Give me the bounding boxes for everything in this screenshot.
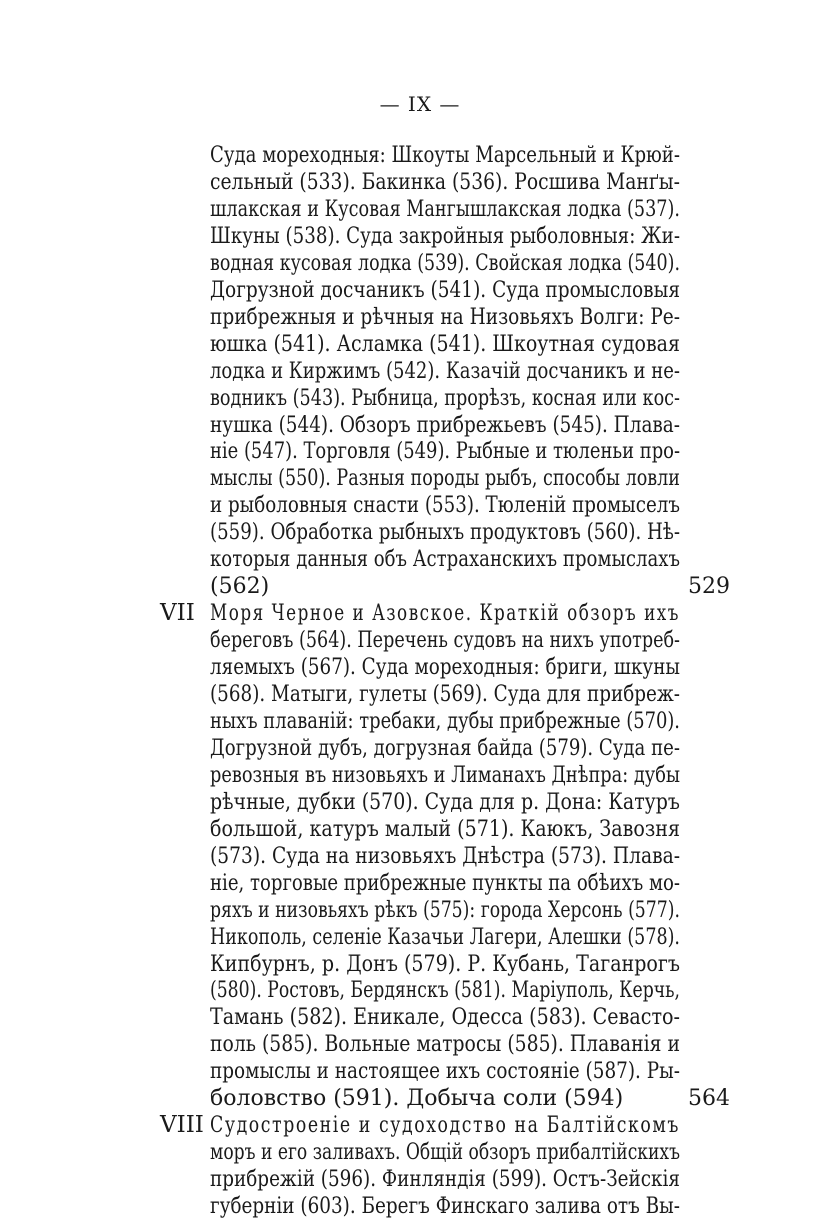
text-line: водная кусовая лодка (539). Свойская лодка (540). (210, 250, 680, 276)
text-line: сельный (533). Бакинка (536). Росшива Манґы- (210, 169, 680, 195)
text-line: рѣчные, дубки (570). Суда для р. Дона: Катуръ (210, 789, 680, 815)
text-line: нушка (544). Обзоръ прибрежьевъ (545). Плава- (210, 412, 680, 438)
text-line: Никополь, селеніе Казачьи Лагери, Алешки (578). (210, 924, 680, 950)
section-numeral-viii: VIII (160, 1112, 204, 1139)
text-line: Догрузной досчаникъ (541). Суда промысловыя (210, 277, 680, 303)
text-line: лодка и Киржимъ (542). Казачій досчаникъ и не- (210, 358, 680, 384)
text-line: юшка (541). Асламка (541). Шкоутная судовая (210, 331, 680, 357)
text-line: ряхъ и низовьяхъ рѣкъ (575): города Херсонь (577). (210, 897, 680, 923)
text-line: ніе, торговые прибрежные пункты па обѣихъ мо- (210, 870, 680, 896)
text-line: Догрузной дубъ, догрузная байда (579). Суда пе- (210, 735, 680, 761)
text-line: промыслы и настоящее ихъ состояніе (587). Ры- (210, 1059, 680, 1085)
text-line: большой, катуръ малый (571). Каюкъ, Завозня (210, 816, 680, 842)
text-line: ныхъ плаваній: требаки, дубы прибрежные (570). (210, 708, 680, 734)
text-line: Кипбурнъ, р. Донъ (579). Р. Кубань, Таганрогъ (210, 951, 680, 977)
text-line: (573). Суда на низовьяхъ Днѣстра (573). Плава- (210, 843, 680, 869)
text-line: мыслы (550). Разныя породы рыбъ, способы ловли (210, 466, 680, 492)
text-line: береговъ (564). Перечень судовъ на нихъ употреб- (210, 628, 680, 654)
text-line: которыя данныя объ Астраханскихъ промыслахъ (210, 547, 680, 573)
text-line: (562) (210, 574, 270, 600)
text-line: Моря Черное и Азовское. Краткій обзоръ ихъ (210, 601, 680, 627)
page-reference-viii: 564 (688, 1086, 730, 1112)
text-line: (580). Ростовъ, Бердянскъ (581). Маріуполь, Керчь, (210, 978, 680, 1004)
text-line: боловство (591). Добыча соли (594) (210, 1086, 624, 1112)
page-header: — IX — (379, 92, 461, 116)
text-line: (568). Матыги, гулеты (569). Суда для прибреж- (210, 682, 680, 707)
text-line: моръ и его заливахъ. Общій обзоръ прибалтійскихъ (210, 1140, 680, 1166)
text-line: (559). Обработка рыбныхъ продуктовъ (560). Нѣ- (210, 520, 680, 546)
section-numeral-vii: VII (160, 600, 195, 627)
text-line: Тамань (582). Еникале, Одесса (583). Севасто- (210, 1005, 680, 1031)
text-line: Суда мореходныя: Шкоуты Марсельный и Крюй- (210, 143, 680, 168)
text-line: и рыболовныя снасти (553). Тюленій промыселъ (210, 493, 680, 519)
text-line: шлакская и Кусовая Мангышлакская лодка (537). (210, 196, 680, 222)
text-line: Судостроеніе и судоходство на Балтійскомъ (210, 1113, 680, 1139)
text-line: губерніи (603). Берегъ Финскаго залива отъ Вы- (210, 1194, 680, 1220)
text-line: ніе (547). Торговля (549). Рыбные и тюленьи про- (210, 439, 680, 465)
text-line: поль (585). Вольные матросы (585). Плаванія и (210, 1032, 680, 1058)
text-line: Шкуны (538). Суда закройныя рыболовныя: Жи- (210, 223, 680, 249)
text-line: прибрежій (596). Финляндія (599). Остъ-Зейскія (210, 1167, 680, 1193)
text-line: водникъ (543). Рыбница, прорѣзъ, косная или кос- (210, 385, 680, 411)
text-line: ревозныя въ низовьяхъ и Лиманахъ Днѣпра: дубы (210, 762, 680, 788)
text-line: ляемыхъ (567). Суда мореходныя: бриги, шкуны (210, 655, 680, 681)
text-line: прибрежныя и рѣчныя на Низовьяхъ Волги: Ре- (210, 304, 680, 330)
page-reference-vii: 529 (688, 574, 730, 600)
